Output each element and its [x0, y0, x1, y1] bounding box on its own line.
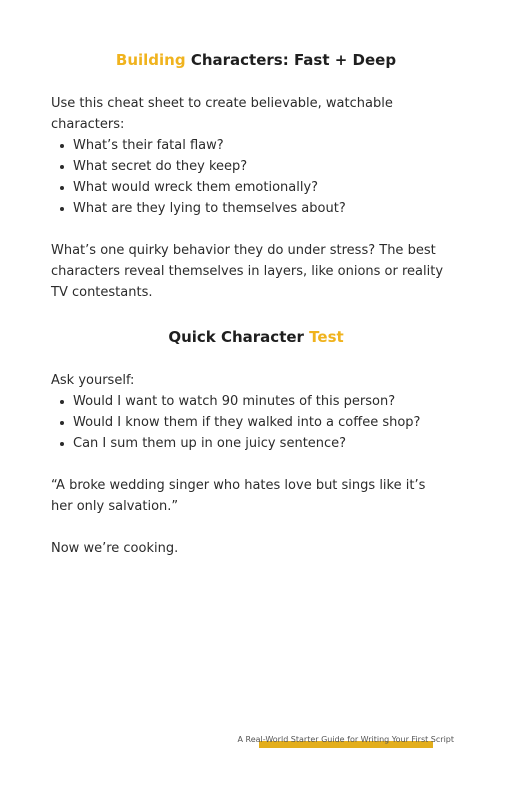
list-item: What’s their fatal flaw? — [73, 135, 346, 156]
ask-yourself-label: Ask yourself: — [51, 373, 135, 388]
footer-guide-title: A Real-World Starter Guide for Writing Your First Script — [237, 735, 454, 744]
title-text: Characters: Fast + Deep — [185, 51, 397, 69]
example-quote: “A broke wedding singer who hates love but sings like it’s her only salvation.” — [51, 478, 426, 514]
list-item: Can I sum them up in one juicy sentence? — [73, 433, 420, 454]
title-text: Quick Character — [168, 328, 310, 346]
character-test-list — [51, 391, 420, 454]
title-accent-word: Test — [309, 328, 344, 346]
list-item: What would wreck them emotionally? — [73, 177, 346, 198]
quirky-behavior-paragraph: What’s one quirky behavior they do under stress? The best characters reveal themselves in layers, like onions or reality TV contestants. — [51, 243, 444, 300]
character-questions-list — [51, 135, 346, 219]
closing-line: Now we’re cooking. — [51, 541, 179, 556]
title-accent-word: Building — [115, 51, 186, 69]
list-item: Would I know them if they walked into a coffee shop? — [73, 412, 420, 433]
list-item: Would I want to watch 90 minutes of this person? — [73, 391, 420, 412]
list-item: What secret do they keep? — [73, 156, 346, 177]
section-title-building-characters — [0, 50, 512, 70]
section-title-quick-character-test — [0, 327, 512, 347]
list-item: What are they lying to themselves about? — [73, 198, 346, 219]
intro-paragraph: Use this cheat sheet to create believable, watchable characters: — [51, 96, 393, 132]
